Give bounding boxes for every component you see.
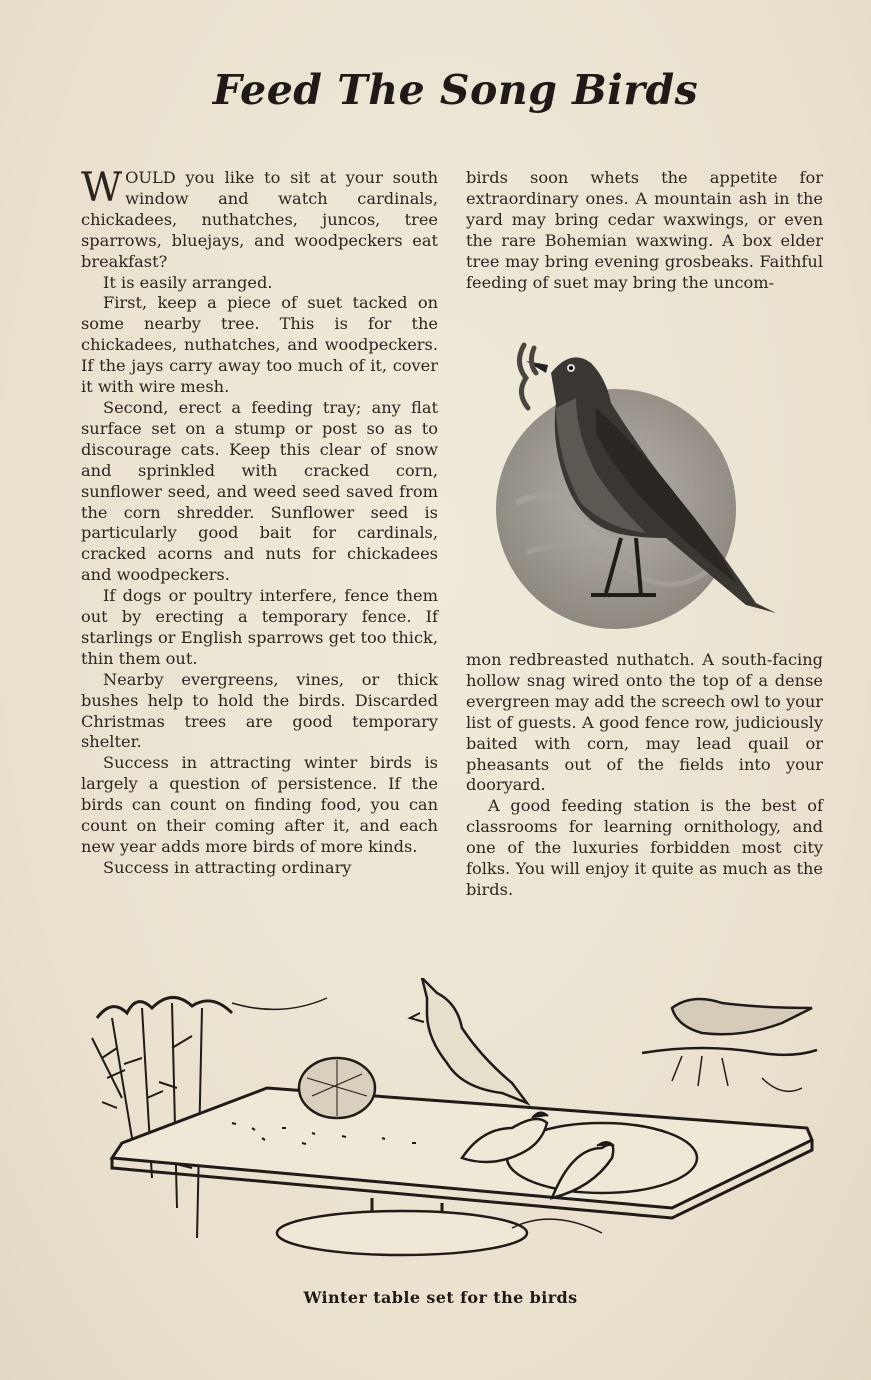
robin-photo bbox=[496, 333, 796, 633]
paragraph-5: If dogs or poultry interfere, fence them out by erecting a temporary fence. If starlings or English sparrows get too thick, thin them out. bbox=[81, 586, 438, 668]
paragraph-6: Nearby evergreens, vines, or thick bushes help to hold the birds. Discarded Christmas trees are good temporary shelter. bbox=[81, 669, 438, 752]
paragraph-9: birds soon whets the appetite for extraordinary ones. A mountain ash in the yard may bring cedar waxwings, or even the rare Bohemian waxwing. A box elder tree may bring evening grosbeaks. Faithful feeding of suet may bring the uncom- bbox=[466, 168, 823, 292]
illustration-caption: Winter table set for the birds bbox=[303, 1288, 578, 1307]
right-column-top bbox=[466, 168, 823, 293]
left-column bbox=[81, 165, 438, 879]
paragraph-4: Second, erect a feeding tray; any flat surface set on a stump or post so as to discourage cats. Keep this clear of snow and sprinkled with cracked corn, sunflower seed, and weed seed saved from the corn shredder. Sunflower seed is particularly good bait for cardinals, cracked acorns and nuts for chickadees and woodpeckers. bbox=[81, 397, 438, 585]
drop-cap: W bbox=[81, 165, 123, 211]
article-title: Feed The Song Birds bbox=[212, 66, 699, 114]
paragraph-11: A good feeding station is the best of classrooms for learning ornithology, and one of the luxuries forbidden most city folks. You will enjoy it quite as much as the birds. bbox=[466, 796, 823, 899]
paragraph-1: WOULD you like to sit at your south window and watch cardinals, chickadees, nuthatches, juncos, tree sparrows, bluejays, and woodpeckers eat breakfast? bbox=[81, 165, 438, 271]
paragraph-7: Success in attracting winter birds is largely a question of persistence. If the birds can count on finding food, you can count on their coming after it, and each new year adds more birds of more kinds. bbox=[81, 753, 438, 856]
paragraph-8: Success in attracting ordinary bbox=[103, 857, 352, 877]
right-column-bottom bbox=[466, 650, 823, 901]
paragraph-3: First, keep a piece of suet tacked on some nearby tree. This is for the chickadees, nuthatches, and woodpeckers. If the jays carry away too much of it, cover it with wire mesh. bbox=[81, 293, 438, 397]
paragraph-2: It is easily arranged. bbox=[103, 272, 273, 292]
feeding-table-illustration bbox=[82, 978, 822, 1268]
paragraph-10: mon redbreasted nuthatch. A south-facing hollow snag wired onto the top of a dense evergreen may add the screech owl to your list of guests. A good fence row, judiciously baited with corn, may lead quail or pheasants out of the fields into your dooryard. bbox=[466, 650, 823, 795]
